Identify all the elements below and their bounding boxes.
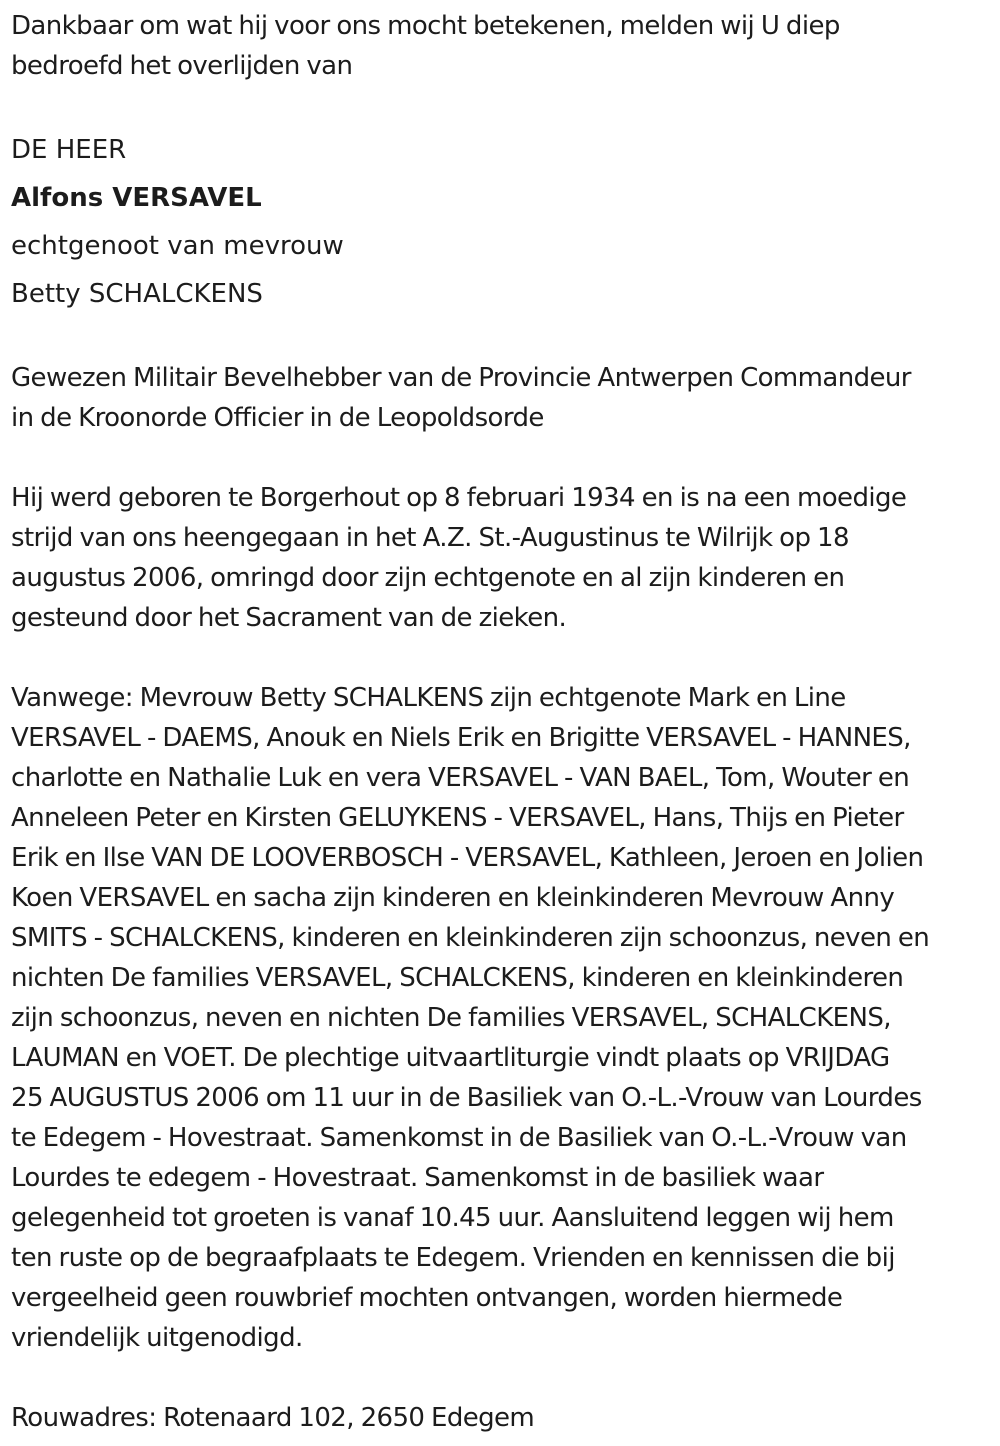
spacer bbox=[11, 1358, 991, 1398]
spouse-label: echtgenoot van mevrouw bbox=[11, 231, 344, 261]
mourning-address: Rouwadres: Rotenaard 102, 2650 Edegem bbox=[11, 1403, 535, 1433]
honorific-title: DE HEER bbox=[11, 135, 127, 165]
obituary-notice bbox=[11, 6, 991, 1438]
deceased-name: Alfons VERSAVEL bbox=[11, 183, 262, 213]
spacer bbox=[11, 318, 991, 358]
spouse-name: Betty SCHALCKENS bbox=[11, 279, 263, 309]
distinctions-text: Gewezen Militair Bevelhebber van de Provincie Antwerpen Commandeur in de Kroonorde Officier in de Leopoldsorde bbox=[11, 363, 911, 433]
spacer bbox=[11, 86, 991, 126]
intro-text: Dankbaar om wat hij voor ons mocht betekenen, melden wij U diep bedroefd het overlijden van bbox=[11, 11, 840, 81]
spacer bbox=[11, 638, 991, 678]
spacer bbox=[11, 438, 991, 478]
family-text: Vanwege: Mevrouw Betty SCHALKENS zijn echtgenote Mark en Line VERSAVEL - DAEMS, Anouk en Niels Erik en Brigitte VERSAVEL - HANNES, charlotte en Nathalie Luk en vera VERSAVEL - VAN BAEL, Tom, Wouter en Anneleen Peter en Kirsten GELUYKENS - VERSAVEL, Hans, Thijs en Pieter Erik en Ilse VAN DE LOOVERBOSCH - VERSAVEL, Kathleen, Jeroen en Jolien Koen VERSAVEL en sacha zijn kinderen en kleinkinderen Mevrouw Anny SMITS - SCHALCKENS, kinderen en kleinkinderen zijn schoonzus, neven en nichten De families VERSAVEL, SCHALCKENS, kinderen en kleinkinderen zijn schoonzus, neven en nichten De families VERSAVEL, SCHALCKENS, LAUMAN en VOET. De plechtige uitvaartliturgie vindt plaats op VRIJDAG 25 AUGUSTUS 2006 om 11 uur in de Basiliek van O.-L.-Vrouw van Lourdes te Edegem - Hovestraat. Samenkomst in de Basiliek van O.-L.-Vrouw van Lourdes te edegem - Hovestraat. Samenkomst in de basiliek waar gelegenheid tot groeten is vanaf 10.45 uur. Aansluitend leggen wij hem ten ruste op de begraafplaats te Edegem. Vrienden en kennissen die bij vergeelheid geen rouwbrief mochten ontvangen, worden hiermede vriendelijk uitgenodigd. bbox=[11, 683, 930, 1353]
biography-text: Hij werd geboren te Borgerhout op 8 februari 1934 en is na een moedige strijd van ons heengegaan in het A.Z. St.-Augustinus te Wilrijk op 18 augustus 2006, omringd door zijn echtgenote en al zijn kinderen en gesteund door het Sacrament van de zieken. bbox=[11, 483, 907, 633]
